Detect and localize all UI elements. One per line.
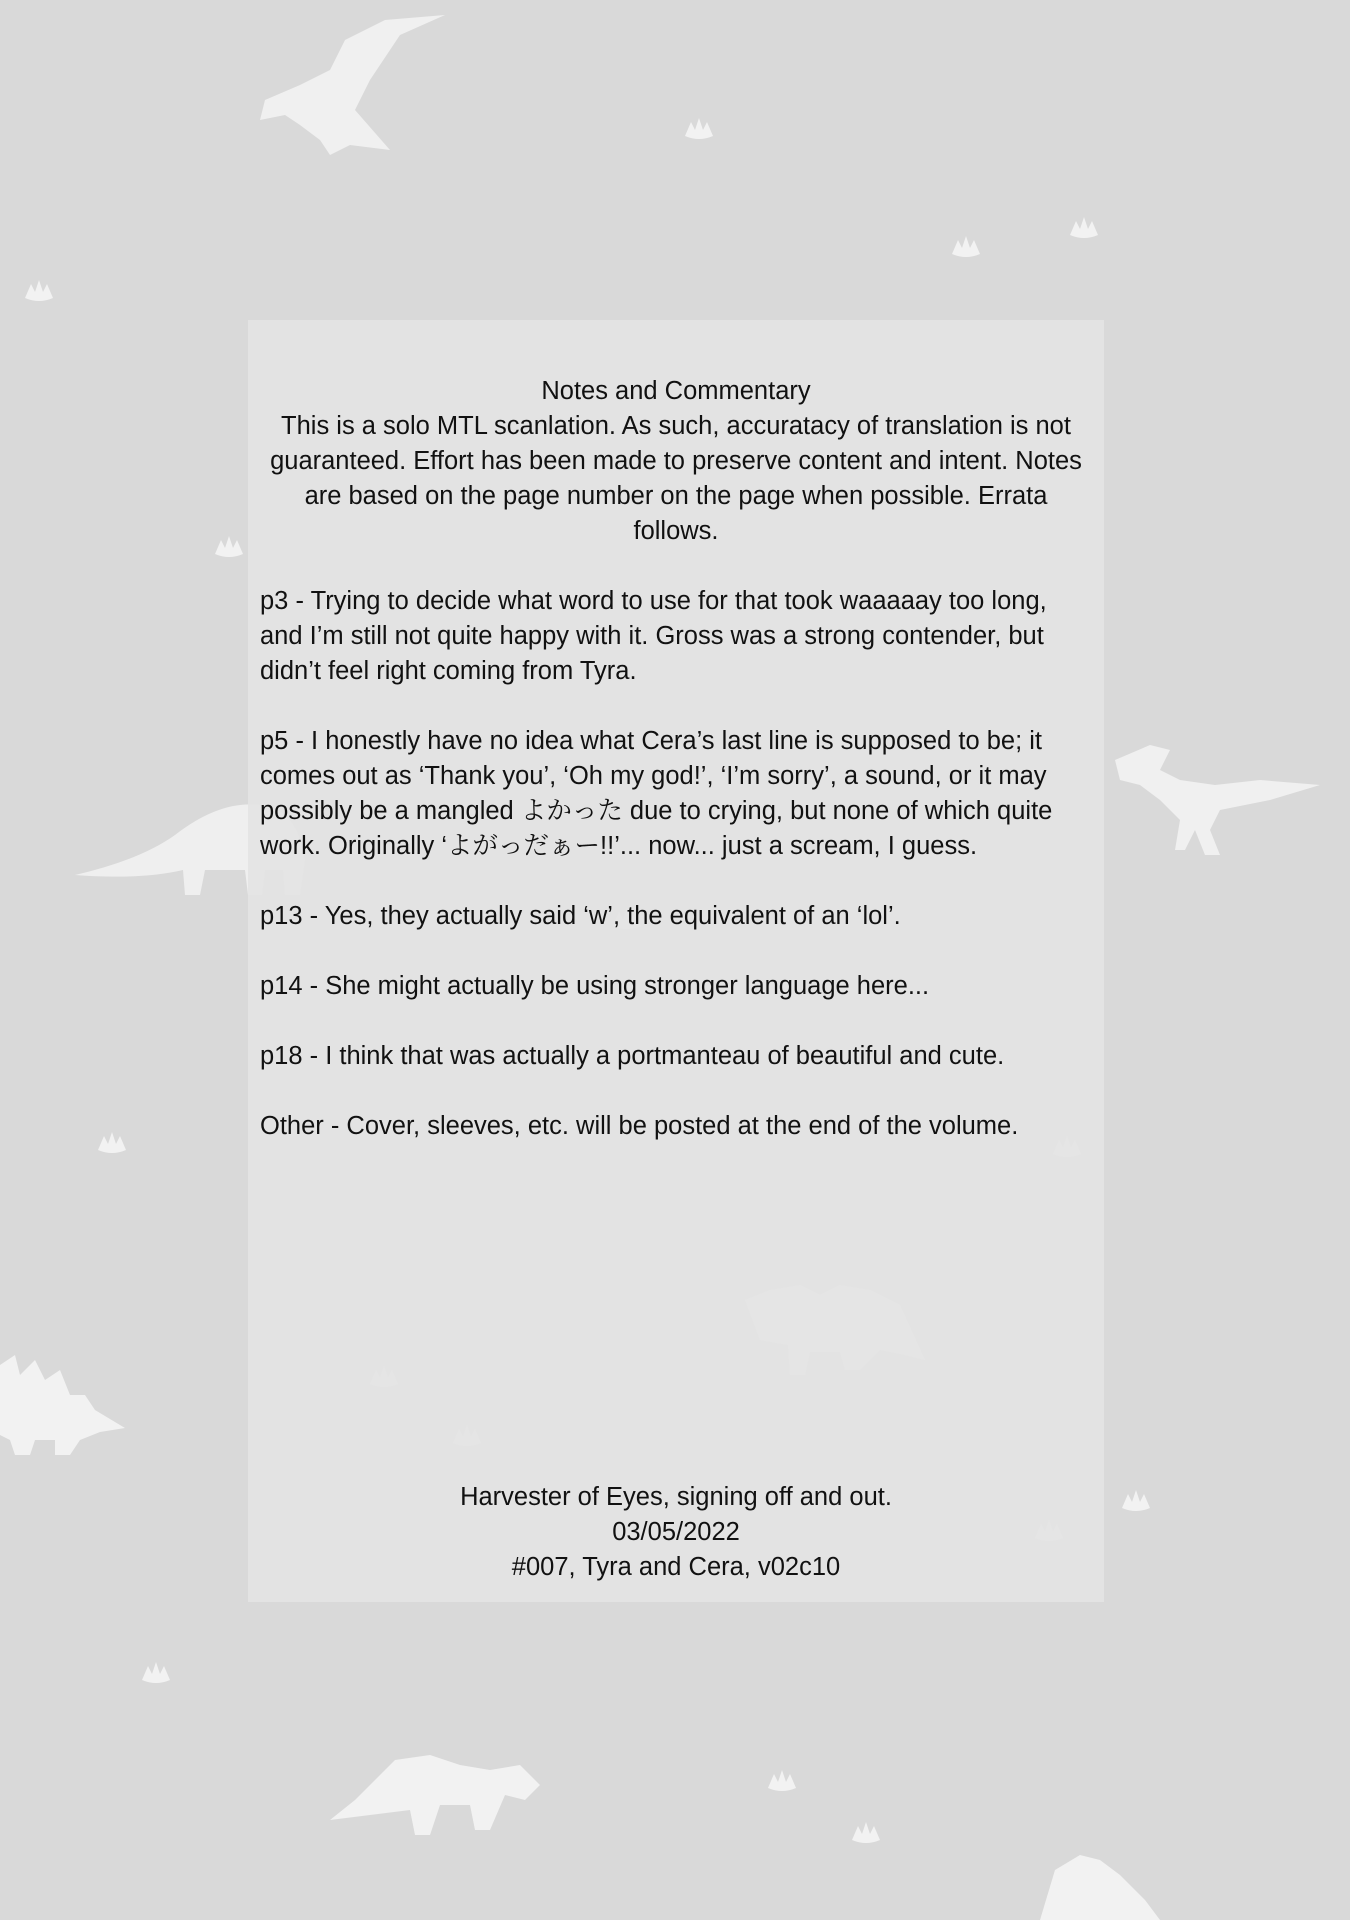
- notes-content: [260, 374, 1092, 1144]
- plant-silhouette: [1070, 217, 1098, 238]
- plant-silhouette: [952, 236, 980, 257]
- signoff-text: Harvester of Eyes, signing off and out.: [460, 1483, 892, 1511]
- note-p5: p5 - I honestly have no idea what Cera’s last line is supposed to be; it comes out as ‘Thank you’, ‘Oh my god!’, ‘I’m sorry’, a sound, or it may possibly be a mangled よかった due to crying, but none of which quite work. Originally ‘よがっだぁー!!’... now... just a scream, I guess.: [260, 727, 1053, 860]
- note-p13: p13 - Yes, they actually said ‘w’, the equivalent of an ‘lol’.: [260, 902, 901, 930]
- signoff-block: [260, 1480, 1092, 1585]
- plant-silhouette: [1122, 1490, 1150, 1511]
- stegosaurus-bottom-silhouette: [1040, 1855, 1160, 1920]
- page-title: Notes and Commentary: [541, 377, 811, 405]
- plant-silhouette: [685, 118, 713, 139]
- triceratops-bottom-silhouette: [330, 1755, 540, 1835]
- plant-silhouette: [768, 1770, 796, 1791]
- plant-silhouette: [98, 1132, 126, 1153]
- header-block: [260, 374, 1092, 549]
- intro-text: This is a solo MTL scanlation. As such, accuratacy of translation is not guaranteed. Effort has been made to preserve content and intent. Notes are based on the page number on the page when possible. Errata follows.: [270, 412, 1082, 545]
- release-id: #007, Tyra and Cera, v02c10: [511, 1553, 841, 1581]
- note-p14: p14 - She might actually be using stronger language here...: [260, 972, 930, 1000]
- note-other: Other - Cover, sleeves, etc. will be posted at the end of the volume.: [260, 1112, 1019, 1140]
- trex-silhouette: [1115, 745, 1320, 855]
- notes-panel: [248, 320, 1104, 1602]
- plant-silhouette: [852, 1822, 880, 1843]
- plant-silhouette: [25, 280, 53, 301]
- stegosaurus-silhouette: [0, 1355, 125, 1455]
- signoff-date: 03/05/2022: [612, 1518, 740, 1546]
- plant-silhouette: [142, 1662, 170, 1683]
- note-p3: p3 - Trying to decide what word to use for that took waaaaay too long, and I’m still not quite happy with it. Gross was a strong contender, but didn’t feel right coming from Tyra.: [260, 587, 1047, 685]
- plant-silhouette: [215, 536, 243, 557]
- pterodactyl-silhouette: [260, 15, 445, 155]
- note-p18: p18 - I think that was actually a portmanteau of beautiful and cute.: [260, 1042, 1005, 1070]
